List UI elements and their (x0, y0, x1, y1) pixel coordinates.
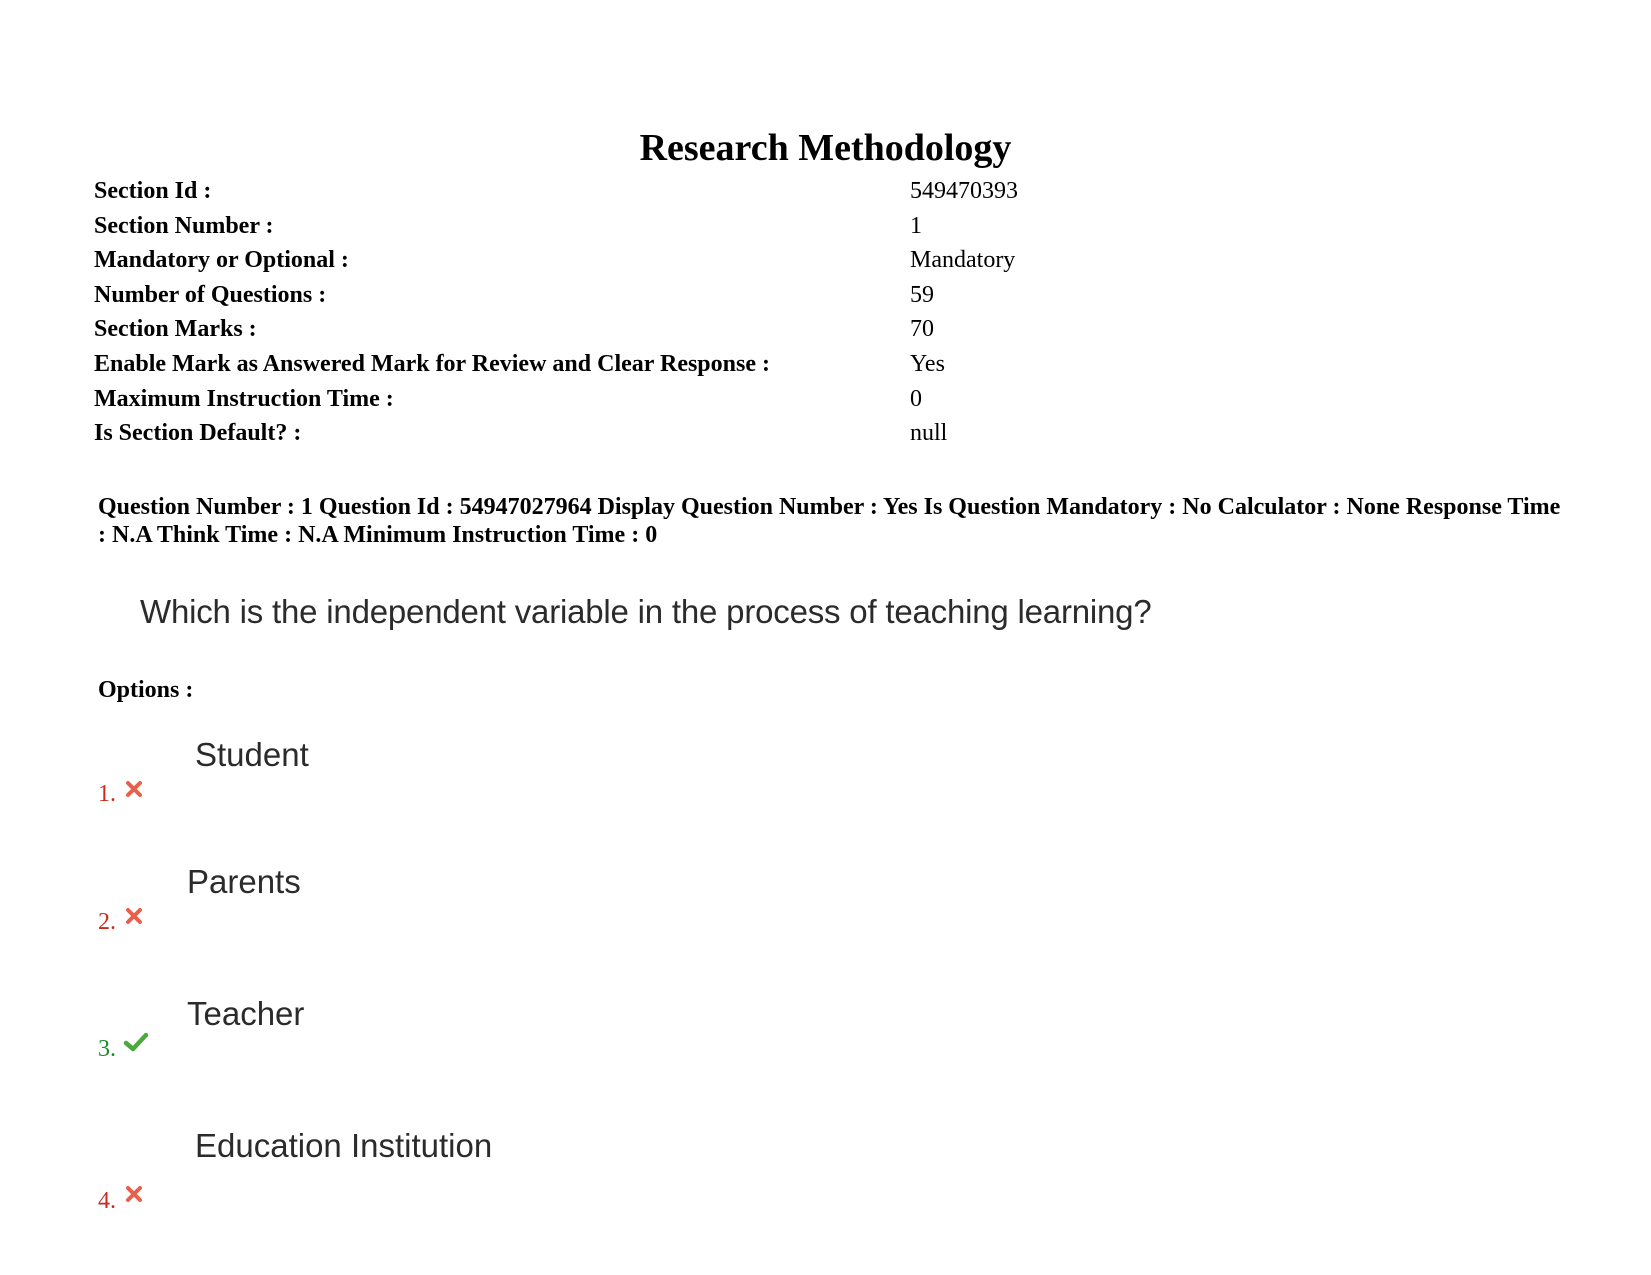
page-title: Research Methodology (639, 127, 1012, 169)
meta-label: Number of Questions : (94, 281, 327, 308)
cross-icon (124, 1184, 144, 1204)
meta-label: Section Marks : (94, 316, 257, 343)
meta-label: Mandatory or Optional : (94, 247, 349, 274)
meta-row-mandatory (94, 243, 1394, 278)
options-label: Options : (98, 677, 194, 703)
option-number: 4. (98, 1188, 116, 1214)
option-number: 1. (98, 781, 116, 807)
option-text: Education Institution (195, 1127, 493, 1164)
cross-icon (124, 906, 144, 926)
meta-row-section-default (94, 416, 1394, 451)
option-3 (0, 994, 1651, 1114)
meta-label: Enable Mark as Answered Mark for Review and Clear Response : (94, 350, 770, 377)
meta-row-enable-mark (94, 347, 1394, 382)
meta-row-section-marks (94, 312, 1394, 347)
meta-row-section-id (94, 174, 1394, 209)
option-text: Parents (187, 863, 301, 900)
meta-value: Mandatory (910, 247, 1016, 274)
option-number: 3. (98, 1036, 116, 1062)
meta-value: 59 (910, 281, 934, 308)
cross-icon (124, 779, 144, 799)
option-number: 2. (98, 909, 116, 935)
meta-label: Section Number : (94, 212, 274, 239)
meta-value: 1 (910, 212, 922, 239)
meta-label: Is Section Default? : (94, 420, 302, 447)
meta-row-num-questions (94, 278, 1394, 313)
meta-label: Section Id : (94, 178, 212, 204)
option-text: Student (195, 736, 309, 773)
option-1 (0, 735, 1651, 855)
meta-value: null (910, 420, 948, 447)
question-info: Question Number : 1 Question Id : 54947027964 Display Question Number : Yes Is Question Mandatory : No Calculator : None Response Time : N.A Think Time : N.A Minimum Instruction Time : 0 (98, 494, 1561, 548)
section-meta-table (94, 174, 1394, 451)
meta-row-section-number (94, 209, 1394, 244)
option-text: Teacher (187, 995, 305, 1032)
meta-label: Maximum Instruction Time : (94, 385, 394, 412)
option-2 (0, 862, 1651, 982)
question-text: Which is the independent variable in the process of teaching learning? (140, 593, 1152, 630)
check-icon (123, 1031, 149, 1053)
option-4 (0, 1126, 1651, 1246)
meta-value: 0 (910, 385, 922, 412)
meta-value: 70 (910, 316, 934, 343)
meta-value: Yes (910, 350, 945, 377)
meta-row-max-instruction-time (94, 382, 1394, 417)
meta-value: 549470393 (910, 178, 1018, 204)
